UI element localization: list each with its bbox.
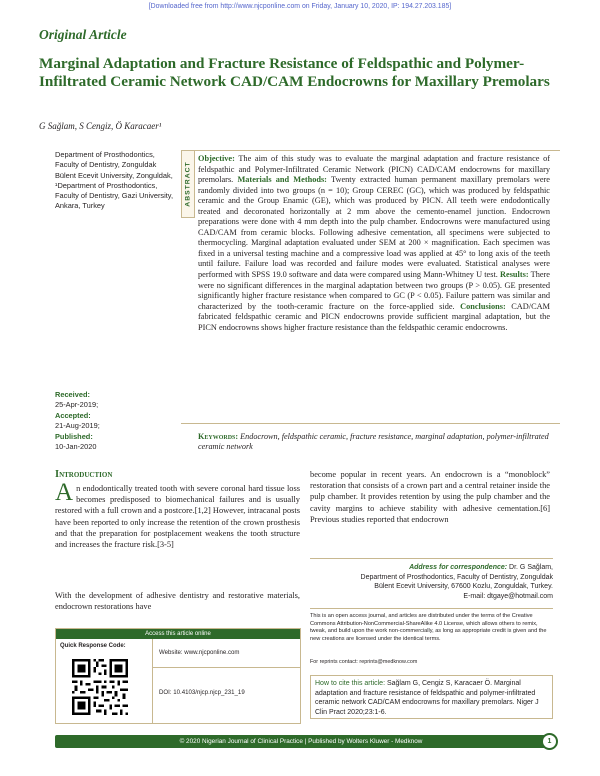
- footer-bar: © 2020 Nigerian Journal of Clinical Practice | Published by Wolters Kluwer - Medknow: [55, 735, 547, 748]
- results-label: Results:: [500, 270, 529, 280]
- affiliation: Department of Prosthodontics, Faculty of Dentistry, Zonguldak Bülent Ecevit University, Zonguldak, ¹Department of Prosthodontics, Faculty of Dentistry, Gazi University, Ankara, Turkey: [55, 150, 174, 211]
- paper-title: Marginal Adaptation and Fracture Resistance of Feldspathic and Polymer-Infiltrated Ceramic Network CAD/CAM Endocrowns for Maxillary Premolars: [39, 55, 550, 90]
- correspondence-label: Address for correspondence:: [409, 564, 508, 571]
- access-header: Access this article online: [56, 629, 300, 639]
- intro-paragraph-1: [55, 479, 300, 550]
- objective-text: The aim of this study was to evaluate the marginal adaptation and fracture resistance of feldspathic and Polymer-Infiltrated Ceramic Network (PICN) CAD/CAM endocrowns for maxillary premolars.: [198, 154, 550, 185]
- correspondence-line2: Bülent Ecevit University, 67600 Kozlu, Zonguldak, Turkey.: [374, 583, 553, 591]
- qr-label: Quick Response Code:: [60, 643, 126, 649]
- doi-link[interactable]: DOI: 10.4103/njcp.njcp_231_19: [159, 689, 245, 696]
- page-number: 1: [541, 733, 558, 750]
- drop-cap: A: [55, 479, 74, 506]
- correspondence: [310, 558, 553, 601]
- article-type: Original Article: [39, 27, 127, 42]
- accepted-label: Accepted:: [55, 410, 91, 420]
- accepted-date: 21-Aug-2019;: [55, 421, 100, 431]
- reprints-contact: For reprints contact: reprints@medknow.com: [310, 659, 418, 665]
- methods-text: Twenty extracted human permanent maxillary premolars were randomly divided into two groups (n = 10); Group CEREC (GC), which was produced by feldspathic ceramic and the Group Enamic (GE), which was produced by PICN. All teeth were endodontically treated and decoronated horizontally at 2 mm above the cemento-enamel junction. Endocrown preparations were done with 4 mm depth into the pulp chamber. Endocrowns were manufactured using CAD/CAM from ceramic blocks. Following adhesive cementation, all specimens were subjected to thermocycling. Marginal adaptation evaluated under SEM at 200 × magnification. Each specimen was fixed in a universal testing machine and a compressive load was applied at 45° to long axis of the teeth until failure. Failure load was recorded and failure modes were evaluated. Statistical analyses were performed with SPSS 19.0 software and data were compared using Mann-Whitney U test.: [198, 175, 550, 280]
- right-column-text: become popular in recent years. An endocrown is a “monoblock” restoration that consists of a crown part and a central retainer inside the pulp chamber. It provides retention by using the pulp chamber and the cavity margins to achieve stability with adhesive cementation.[6] Previous studies reported that endocrown: [310, 470, 550, 524]
- correspondence-line1: Department of Prosthodontics, Faculty of Dentistry, Zonguldak: [360, 573, 553, 581]
- objective-label: Objective:: [198, 154, 235, 163]
- download-banner: [Downloaded free from http://www.njcponline.com on Friday, January 10, 2020, IP: 194.27.203.185]: [148, 3, 452, 10]
- license-text: This is an open access journal, and articles are distributed under the terms of the Creative Commons Attribution-NonCommercial-ShareAlike 4.0 License, which allows others to remix, tweak, and build upon the work non-commercially, as long as appropriate credit is given and the new creations are licensed under the identical terms.: [310, 608, 553, 643]
- correspondence-email[interactable]: E-mail: dtgaye@hotmail.com: [463, 592, 553, 600]
- received-date: 25-Apr-2019;: [55, 400, 99, 410]
- abstract-tab: [181, 150, 195, 218]
- keywords-label: Keywords:: [198, 432, 239, 441]
- access-divider-v: [152, 639, 153, 723]
- article-dates: [55, 390, 155, 452]
- conclusions-text: CAD/CAM fabricated feldspathic ceramic and PICN endocrowns provide sufficient marginal adaptation, but the PICN endocrowns shows higher fracture resistance than the feldspathic ceramic endocrowns.: [198, 301, 550, 332]
- qr-code-icon[interactable]: [72, 659, 128, 715]
- received-label: Received:: [55, 390, 90, 399]
- citation-text: Sağlam G, Cengiz S, Karacaer Ö. Marginal adaptation and fracture resistance of feldspathic and polymer-infiltrated ceramic network CAD/CAM endocrowns for maxillary premolars. Niger J Clin Pract 2020;23:1-6.: [315, 680, 539, 716]
- website-link[interactable]: Website: www.njcponline.com: [159, 649, 240, 656]
- access-online-box: [55, 628, 301, 724]
- correspondence-name: Dr. G Sağlam,: [507, 564, 553, 571]
- conclusions-label: Conclusions:: [460, 301, 506, 311]
- intro-p1-text: n endodontically treated tooth with severe coronal hard tissue loss becomes predisposed to biomechanical failures and is usually restored with a full crown and a postcore.[1,2] However, intracanal posts have been reported to only increase the retention of the crown prosthesis and that the preparation for postplacement weakens the tooth structure and increases the fracture risk.[3-5]: [55, 484, 300, 550]
- published-label: Published:: [55, 431, 93, 441]
- methods-label: Materials and Methods:: [237, 175, 327, 185]
- citation-box: [310, 675, 553, 719]
- intro-paragraph-2: With the development of adhesive dentistry and restorative materials, endocrown restorations have: [55, 591, 300, 612]
- access-divider-h: [152, 667, 300, 668]
- abstract-tab-label: ABSTRACT: [184, 161, 192, 207]
- authors: G Sağlam, S Cengiz, Ö Karacaer¹: [39, 121, 162, 131]
- citation-label: How to cite this article:: [315, 680, 386, 687]
- results-text: There were no significant differences in the marginal adaptation between two groups (P > 0.05). GE presented significantly higher fracture resistance when compared to GC (P < 0.05). Failure pattern was similar and characterized by the tooth-ceramic fracture on the force-applied side.: [198, 270, 550, 311]
- introduction-heading: Introduction: [55, 469, 113, 480]
- abstract-text: [198, 154, 550, 333]
- keywords-text: Endocrown, feldspathic ceramic, fracture resistance, marginal adaptation, polymer-infiltrated ceramic network: [198, 432, 549, 452]
- keywords: [198, 432, 554, 453]
- published-date: 10-Jan-2020: [55, 442, 97, 452]
